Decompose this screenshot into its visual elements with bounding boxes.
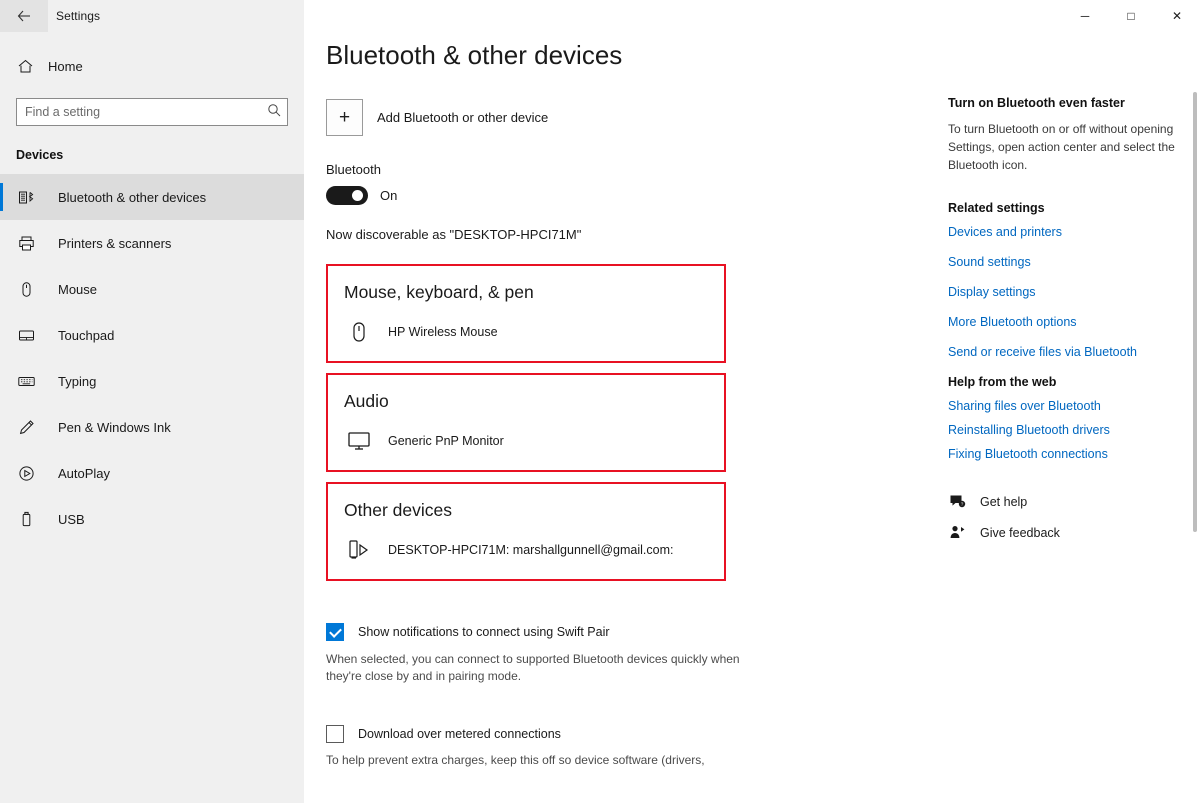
faster-text: To turn Bluetooth on or off without opening Settings, open action center and select the Bluetooth icon. bbox=[948, 122, 1175, 173]
home-icon bbox=[16, 57, 34, 75]
vertical-scrollbar[interactable] bbox=[1189, 32, 1200, 803]
swift-pair-label: Show notifications to connect using Swift Pair bbox=[358, 625, 610, 639]
keyboard-icon bbox=[17, 372, 35, 390]
swift-pair-description: When selected, you can connect to supported Bluetooth devices quickly when they're close by and in pairing mode. bbox=[326, 652, 740, 684]
sidebar-item-mouse[interactable] bbox=[0, 266, 304, 312]
sidebar-item-label: Typing bbox=[58, 373, 97, 389]
maximize-button[interactable]: □ bbox=[1127, 9, 1135, 23]
device-group-audio bbox=[326, 373, 726, 472]
sidebar-item-pen-windows-ink[interactable] bbox=[0, 404, 304, 450]
sidebar-item-label: Printers & scanners bbox=[58, 235, 172, 251]
device-list-item[interactable] bbox=[344, 317, 724, 347]
group-title: Other devices bbox=[344, 500, 452, 520]
sidebar-item-bluetooth-other-devices[interactable] bbox=[0, 174, 304, 220]
give-feedback-action[interactable] bbox=[948, 524, 1186, 542]
sidebar bbox=[0, 0, 304, 803]
right-panel bbox=[948, 96, 1186, 555]
page-title: Bluetooth & other devices bbox=[326, 40, 623, 70]
related-link-more-bluetooth-options[interactable]: More Bluetooth options bbox=[948, 314, 1077, 329]
group-title: Mouse, keyboard, & pen bbox=[344, 282, 534, 302]
sidebar-item-autoplay[interactable] bbox=[0, 450, 304, 496]
bluetooth-toggle-state: On bbox=[380, 188, 398, 203]
help-link-fixing-connections[interactable]: Fixing Bluetooth connections bbox=[948, 446, 1108, 461]
metered-connections-checkbox[interactable] bbox=[326, 725, 344, 743]
sidebar-home-label: Home bbox=[48, 58, 83, 74]
related-link-display-settings[interactable]: Display settings bbox=[948, 284, 1036, 299]
close-button[interactable]: ✕ bbox=[1171, 9, 1183, 23]
search-box bbox=[16, 98, 288, 126]
device-group-other-devices bbox=[326, 482, 726, 581]
device-name: DESKTOP-HPCI71M: marshallgunnell@gmail.com: bbox=[388, 543, 674, 557]
related-link-sound-settings[interactable]: Sound settings bbox=[948, 254, 1031, 269]
minimize-button[interactable]: ─ bbox=[1080, 9, 1090, 23]
device-group-mouse-keyboard-pen bbox=[326, 264, 726, 363]
title-bar bbox=[0, 0, 1200, 32]
device-name: HP Wireless Mouse bbox=[388, 325, 498, 339]
sidebar-item-label: Mouse bbox=[58, 281, 98, 297]
get-help-icon bbox=[948, 493, 966, 511]
printer-icon bbox=[17, 234, 35, 252]
swift-pair-row[interactable] bbox=[326, 623, 1200, 641]
faster-heading: Turn on Bluetooth even faster bbox=[948, 96, 1125, 110]
sidebar-item-label: Pen & Windows Ink bbox=[58, 419, 171, 435]
device-name: Generic PnP Monitor bbox=[388, 434, 504, 448]
bluetooth-label: Bluetooth bbox=[326, 162, 381, 177]
sidebar-item-touchpad[interactable] bbox=[0, 312, 304, 358]
metered-connections-row[interactable] bbox=[326, 725, 1200, 743]
mouse-icon bbox=[17, 280, 35, 298]
device-list-item[interactable] bbox=[344, 535, 724, 565]
search-input[interactable] bbox=[16, 98, 288, 126]
discoverable-text: Now discoverable as "DESKTOP-HPCI71M" bbox=[326, 227, 582, 242]
related-settings-heading: Related settings bbox=[948, 200, 1045, 215]
sidebar-item-printers-scanners[interactable] bbox=[0, 220, 304, 266]
give-feedback-label: Give feedback bbox=[980, 525, 1060, 540]
metered-connections-label: Download over metered connections bbox=[358, 727, 561, 742]
usb-icon bbox=[17, 510, 35, 528]
sidebar-item-label: Bluetooth & other devices bbox=[58, 189, 207, 205]
back-button[interactable] bbox=[0, 0, 48, 32]
get-help-label: Get help bbox=[980, 494, 1028, 509]
pen-icon bbox=[17, 418, 35, 436]
bluetooth-devices-icon bbox=[17, 188, 35, 206]
swift-pair-checkbox[interactable] bbox=[326, 623, 344, 641]
sidebar-item-usb[interactable] bbox=[0, 496, 304, 542]
help-from-web-heading: Help from the web bbox=[948, 374, 1057, 389]
device-transfer-icon bbox=[344, 535, 374, 565]
autoplay-icon bbox=[17, 464, 35, 482]
device-list-item[interactable] bbox=[344, 426, 724, 456]
back-arrow-icon bbox=[16, 8, 32, 24]
window-controls bbox=[1062, 0, 1200, 32]
sidebar-nav-list bbox=[0, 174, 304, 542]
group-title: Audio bbox=[344, 391, 389, 411]
scrollbar-thumb[interactable] bbox=[1193, 92, 1197, 532]
give-feedback-icon bbox=[948, 524, 966, 542]
sidebar-item-typing[interactable] bbox=[0, 358, 304, 404]
monitor-device-icon bbox=[344, 426, 374, 456]
get-help-action[interactable] bbox=[948, 493, 1186, 511]
help-link-reinstalling-drivers[interactable]: Reinstalling Bluetooth drivers bbox=[948, 422, 1110, 437]
add-device-label: Add Bluetooth or other device bbox=[377, 110, 549, 125]
sidebar-item-label: USB bbox=[58, 511, 85, 527]
mouse-device-icon bbox=[344, 317, 374, 347]
related-link-devices-and-printers[interactable]: Devices and printers bbox=[948, 224, 1062, 239]
sidebar-section-title: Devices bbox=[16, 148, 64, 162]
sidebar-item-home[interactable] bbox=[0, 48, 304, 84]
metered-connections-description: To help prevent extra charges, keep this off so device software (drivers, bbox=[326, 753, 705, 768]
touchpad-icon bbox=[17, 326, 35, 344]
related-link-send-receive-files[interactable]: Send or receive files via Bluetooth bbox=[948, 344, 1137, 359]
sidebar-item-label: AutoPlay bbox=[58, 465, 111, 481]
bluetooth-toggle[interactable] bbox=[326, 186, 368, 205]
help-link-sharing-files[interactable]: Sharing files over Bluetooth bbox=[948, 398, 1101, 413]
sidebar-item-label: Touchpad bbox=[58, 327, 115, 343]
window-title: Settings bbox=[56, 9, 101, 23]
plus-icon[interactable]: + bbox=[326, 99, 363, 136]
svg-text:?: ? bbox=[960, 501, 963, 507]
